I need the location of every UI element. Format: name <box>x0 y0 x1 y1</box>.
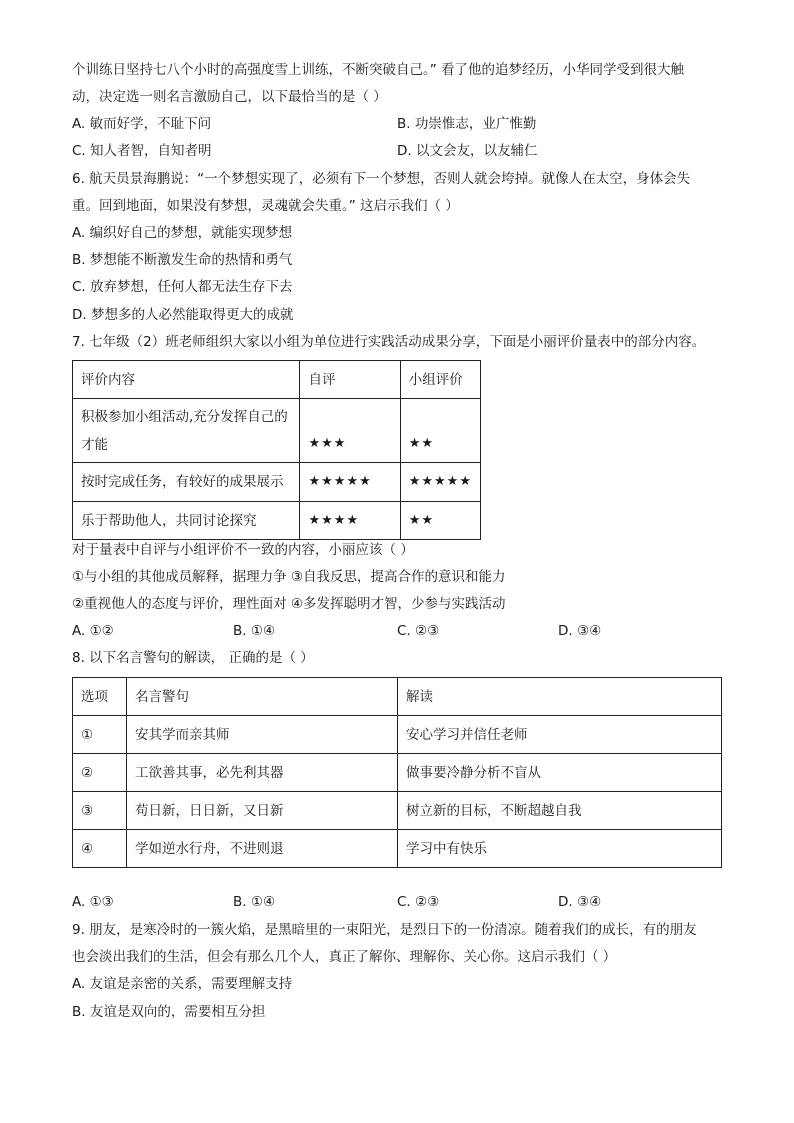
q7-row2-self-rating: ★★★★★ <box>300 463 400 502</box>
q7-question: 对于量表中自评与小组评价不一致的内容，小丽应该（ ） <box>72 542 414 558</box>
q7-table-row <box>73 502 481 540</box>
q7-option-d: D. ③④ <box>558 623 602 639</box>
q8-row4-reading: 学习中有快乐 <box>398 830 722 868</box>
q8-row2-reading: 做事要冷静分析不盲从 <box>398 754 722 792</box>
q5-option-a: A. 敏而好学，不耻下问 <box>72 116 212 132</box>
q8-header-quote: 名言警句 <box>127 678 398 716</box>
q7-stem: 7. 七年级（2）班老师组织大家以小组为单位进行实践活动成果分享，下面是小丽评价量表中的部分内容。 <box>72 334 706 350</box>
q7-row1-group-rating: ★★ <box>400 399 480 463</box>
q7-option-a: A. ①② <box>72 623 114 639</box>
q9-stem-line2: 也会淡出我们的生活，但会有那么几个人，真正了解你、理解你、关心你。这启示我们（ ） <box>72 949 617 965</box>
q7-row3-group-rating: ★★ <box>400 502 480 540</box>
q6-stem-line1: 6. 航天员景海鹏说：“一个梦想实现了，必须有下一个梦想，否则人就会垮掉。就像人在太空，身体会失 <box>72 171 691 187</box>
q7-row1-self-rating: ★★★ <box>300 399 400 463</box>
q8-option-c: C. ②③ <box>397 894 440 910</box>
q8-row1-reading: 安心学习并信任老师 <box>398 716 722 754</box>
q8-row3-no: ③ <box>73 792 127 830</box>
q9-option-b: B. 友谊是双向的，需要相互分担 <box>72 1004 266 1020</box>
q7-header-group: 小组评价 <box>400 361 480 399</box>
q7-row1-content <box>73 399 300 463</box>
q5-option-d: D. 以文会友，以友辅仁 <box>397 143 538 159</box>
q6-option-b: B. 梦想能不断激发生命的热情和勇气 <box>72 252 293 268</box>
q7-row2-group-rating: ★★★★★ <box>400 463 480 502</box>
q7-row1-content-line1: 积极参加小组活动,充分发挥自己的 <box>81 408 288 425</box>
q8-table-row <box>73 754 722 792</box>
q9-option-a: A. 友谊是亲密的关系，需要理解支持 <box>72 976 293 992</box>
q8-row4-quote: 学如逆水行舟，不进则退 <box>127 830 398 868</box>
q6-option-a: A. 编织好自己的梦想，就能实现梦想 <box>72 225 293 241</box>
q8-option-a: A. ①③ <box>72 894 114 910</box>
q8-quote-table <box>72 677 722 868</box>
q8-option-d: D. ③④ <box>558 894 602 910</box>
q8-table-header-row <box>73 678 722 716</box>
q7-statements-2: ②重视他人的态度与评价，理性面对 ④多发挥聪明才智，少参与实践活动 <box>72 596 506 612</box>
q8-table-row <box>73 716 722 754</box>
q8-row2-no: ② <box>73 754 127 792</box>
q7-evaluation-table <box>72 360 481 540</box>
q7-row1-content-line2: 才能 <box>81 436 108 453</box>
q7-row3-self-rating: ★★★★ <box>300 502 400 540</box>
q7-table-row <box>73 399 481 463</box>
q6-option-c: C. 放弃梦想，任何人都无法生存下去 <box>72 279 293 295</box>
q7-header-content: 评价内容 <box>73 361 300 399</box>
q8-option-b: B. ①④ <box>233 894 276 910</box>
q7-option-b: B. ①④ <box>233 623 276 639</box>
q7-option-c: C. ②③ <box>397 623 440 639</box>
q8-row3-quote: 苟日新，日日新，又日新 <box>127 792 398 830</box>
q8-row4-no: ④ <box>73 830 127 868</box>
q8-table-row <box>73 792 722 830</box>
q7-statements-1: ①与小组的其他成员解释，据理力争 ③自我反思，提高合作的意识和能力 <box>72 569 506 585</box>
q7-table-header-row <box>73 361 481 399</box>
q7-table-row <box>73 463 481 502</box>
q7-row3-content: 乐于帮助他人，共同讨论探究 <box>73 502 300 540</box>
q9-stem-line1: 9. 朋友，是寒冷时的一簇火焰，是黑暗里的一束阳光，是烈日下的一份清凉。随着我们的成长，有的朋友 <box>72 922 697 938</box>
q6-option-d: D. 梦想多的人必然能取得更大的成就 <box>72 307 294 323</box>
q5-stem-line2: 动，决定选一则名言激励自己，以下最恰当的是（ ） <box>72 89 387 105</box>
q8-stem: 8. 以下名言警句的解读， 正确的是（ ） <box>72 650 314 666</box>
q8-row3-reading: 树立新的目标，不断超越自我 <box>398 792 722 830</box>
q8-row1-no: ① <box>73 716 127 754</box>
q5-option-c: C. 知人者智，自知者明 <box>72 143 212 159</box>
q8-header-reading: 解读 <box>398 678 722 716</box>
q5-stem-line1: 个训练日坚持七八个小时的高强度雪上训练，不断突破自己。” 看了他的追梦经历，小华同学受到很大触 <box>72 62 685 78</box>
q5-option-b: B. 功崇惟志，业广惟勤 <box>397 116 537 132</box>
q8-table-row <box>73 830 722 868</box>
q8-header-option: 选项 <box>73 678 127 716</box>
q8-row1-quote: 安其学而亲其师 <box>127 716 398 754</box>
q8-row2-quote: 工欲善其事，必先利其器 <box>127 754 398 792</box>
q6-stem-line2: 重。回到地面，如果没有梦想，灵魂就会失重。” 这启示我们（ ） <box>72 198 459 214</box>
q7-row2-content: 按时完成任务，有较好的成果展示 <box>73 463 300 502</box>
q7-header-self: 自评 <box>300 361 400 399</box>
